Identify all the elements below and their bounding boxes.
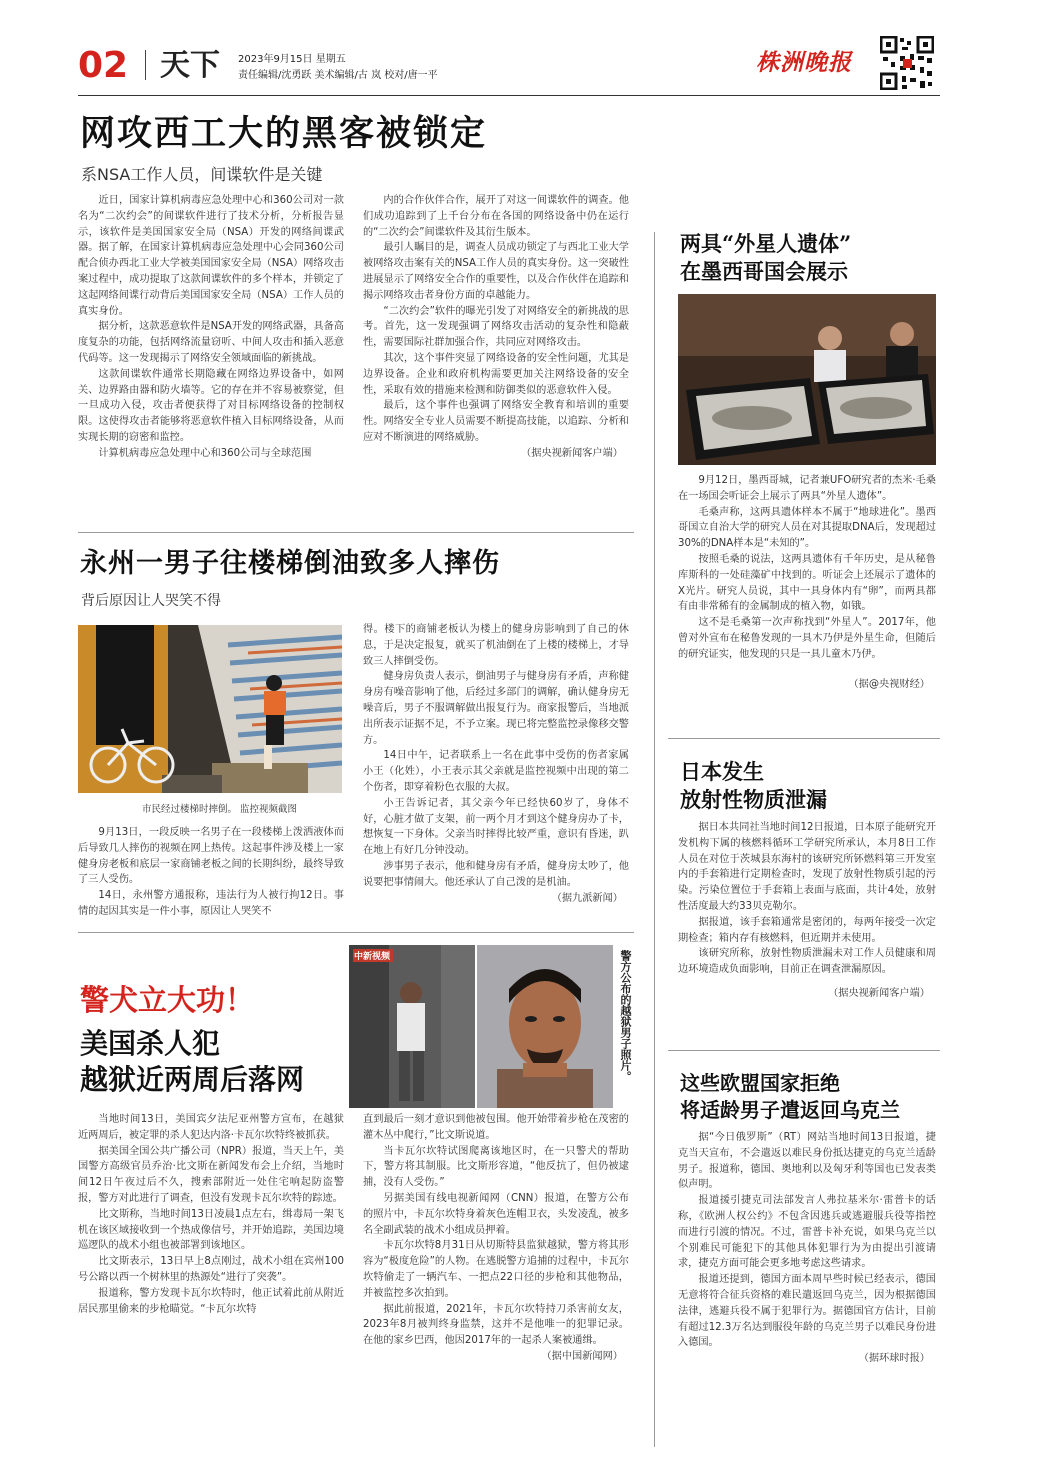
japan-headline-1: 日本发生 bbox=[680, 759, 764, 784]
section-divider bbox=[668, 738, 940, 739]
paragraph: 报道还提到，德国方面本周早些时候已经表示，德国无意将符合征兵资格的难民遣返回乌克兰，因为根据德国法律，逃避兵役不属于犯罪行为。据德国官方估计，目前有超过12.3万名达到服役年龄的乌克兰男子以难民身份进入德国。 bbox=[678, 1274, 936, 1349]
alien-headline-2: 在墨西哥国会展示 bbox=[680, 259, 848, 284]
paragraph: 据此前报道，2021年，卡瓦尔坎特持刀杀害前女友，2023年8月被判终身监禁，这并不是他唯一的犯罪记录。在他的家乡巴西，他因2017年的一起杀人案被通缉。 bbox=[363, 1303, 629, 1347]
police-dog-kicker: 警犬立大功！ bbox=[80, 983, 255, 1017]
paragraph: 据“今日俄罗斯”（RT）网站当地时间13日报道，捷克当天宣布，不会遣返以难民身份抵达捷克的乌克兰适龄男子。报道称，德国、奥地利以及匈牙利等国也已发表类似声明。 bbox=[678, 1132, 936, 1191]
paragraph: 其次，这个事件突显了网络设备的安全性问题，尤其是边界设备。企业和政府机构需要更加关注网络设备的安全性，采取有效的措施来检测和防御类似的恶意软件入侵。 bbox=[363, 352, 629, 396]
source-credit: （据央视新闻客户端） bbox=[521, 447, 623, 459]
hacker-column-2 bbox=[363, 193, 629, 462]
section-name: 天下 bbox=[160, 48, 220, 83]
source-credit: （据九派新闻） bbox=[551, 892, 623, 904]
paragraph: 最后，这个事件也强调了网络安全教育和培训的重要性。网络安全专业人员需要不断提高技能，以追踪、分析和应对不断演进的网络威胁。 bbox=[363, 400, 629, 443]
paragraph: 14日，永州警方通报称，违法行为人被行拘12日。事情的起因其实是一件小事，原因让人哭笑不 bbox=[78, 890, 344, 917]
editors-line: 责任编辑/沈勇跃 美术编辑/古 岚 校对/唐一平 bbox=[238, 70, 438, 81]
hacker-subtitle: 系NSA工作人员，间谍软件是关键 bbox=[81, 165, 323, 184]
paragraph: 计算机病毒应急处理中心和360公司与全球范围 bbox=[98, 447, 312, 459]
paragraph: 这不是毛桑第一次声称找到“外星人”。2017年，他曾对外宣布在秘鲁发现的一具木乃伊是外星生命，但随后的研究证实，他发现的只是一具儿童木乃伊。 bbox=[678, 617, 936, 660]
stairs-cctv-photo bbox=[78, 625, 342, 793]
yongzhou-column-1 bbox=[78, 825, 344, 920]
header-divider bbox=[145, 50, 146, 80]
paragraph: 据美国全国公共广播公司（NPR）报道，当天上午，美国警方高级官员乔治·比文斯在新闻发布会上介绍，当地时间12日午夜过后不久，搜索部附近一处住宅响起防盗警报，警方对此进行了调查，但没有发现卡瓦尔坎特的踪迹。 bbox=[78, 1145, 344, 1204]
header-rule bbox=[78, 95, 940, 96]
paragraph: 14日中午，记者联系上一名在此事中受伤的伤者家属小王（化姓），小王表示其父亲就是监控视频中出现的第二个伤者，即穿着粉色衣服的大叔。 bbox=[363, 750, 629, 793]
paragraph: 小王告诉记者，其父亲今年已经快60岁了，身体不好，心脏才做了支架，前一两个月才到这个健身房办了卡，想恢复一下身体。父亲当时摔得比较严重，意识有昏迷，趴在地上有好几分钟没动。 bbox=[363, 797, 629, 857]
police-dog-column-1 bbox=[78, 1112, 344, 1317]
stairs-photo-caption: 市民经过楼梯时摔倒。 监控视频截图 bbox=[142, 804, 298, 815]
hacker-headline: 网攻西工大的黑客被锁定 bbox=[80, 113, 488, 154]
source-credit: （据央视新闻客户端） bbox=[828, 987, 930, 999]
paragraph: 据日本共同社当地时间12日报道，日本原子能研究开发机构下属的核燃料循环工学研究所承认，本月8日工作人员在对位于茨城县东海村的该研究所钚燃料第三开发室内的手套箱进行定期检查时，发现了放射性物质引起的污染。污染位置位于手套箱上表面与底面，共计4处，放射性活度最大约33贝克勒尔。 bbox=[678, 822, 936, 912]
paragraph: 报道称，警方发现卡瓦尔坎特时，他正试着此前从附近居民那里偷来的步枪瞄觉。“卡瓦尔坎特 bbox=[78, 1287, 344, 1315]
column-divider bbox=[654, 232, 655, 1447]
police-dog-headline-2: 越狱近两周后落网 bbox=[80, 1063, 305, 1096]
japan-body bbox=[678, 820, 936, 1002]
paragraph: 据分析，这款恶意软件是NSA开发的网络武器，具备高度复杂的功能，包括网络流量窃听、中间人攻击和插入恶意代码等。这一发现揭示了网络安全领域面临的新挑战。 bbox=[78, 321, 344, 364]
paragraph: 近日，国家计算机病毒应急处理中心和360公司对一款名为“二次约会”的间谍软件进行了技术分析，分析报告显示，该软件是美国国家安全局（NSA）开发的网络间谍武器。据了解，在国家计算机病毒应急处理中心会同360公司配合侦办西北工业大学被美国国家安全局（NSA）网络攻击案过程中，成功提取了这款间谍软件的多个样本，并锁定了这起网络间谍行动背后美国国家安全局（NSA）工作人员的真实身份。 bbox=[78, 195, 344, 317]
paragraph: 按照毛桑的说法，这两具遗体有千年历史，是从秘鲁库斯科的一处硅藻矿中找到的。听证会上还展示了遗体的X光片。研究人员说，其中一具身体内有“卵”，而两具都有由非常稀有的金属制成的植入物，如锇。 bbox=[678, 553, 936, 613]
source-credit: （据中国新闻网） bbox=[541, 1350, 623, 1362]
paragraph: “二次约会”软件的曝光引发了对网络安全的新挑战的思考。首先，这一发现强调了网络攻击活动的复杂性和隐蔽性，需要国际社群加强合作，共同应对网络攻击。 bbox=[363, 305, 629, 349]
paragraph: 内的合作伙伴合作，展开了对这一间谍软件的调查。他们成功追踪到了上千台分布在各国的网络设备中仍在运行的“二次约会”间谍软件及其衍生版本。 bbox=[363, 195, 629, 238]
paragraph: 涉事男子表示，他和健身房有矛盾，健身房太吵了，他说要把事情闹大。他还承认了自己泼的是机油。 bbox=[363, 860, 629, 888]
section-divider bbox=[78, 932, 634, 933]
paragraph: 该研究所称，放射性物质泄漏未对工作人员健康和周边环境造成负面影响，目前正在调查泄漏原因。 bbox=[678, 948, 936, 976]
paragraph: 这款间谍软件通常长期隐藏在网络边界设备中，如网关、边界路由器和防火墙等。它的存在并不容易被察觉，但一旦成功入侵，攻击者便获得了对目标网络设备的控制权限。这使得攻击者能够将恶意软件植入目标网络设备，从而实现长期的窃密和监控。 bbox=[78, 368, 344, 443]
paragraph: 比文斯称，当地时间13日凌晨1点左右，缉毒局一架飞机在该区域接收到一个热成像信号，并开始追踪，美国边境巡逻队的战术小组也被部署到该地区。 bbox=[78, 1208, 344, 1252]
paragraph: 毛桑声称，这两具遗体样本不属于“地球进化”。墨西哥国立自治大学的研究人员在对其提取DNA后，发现超过30%的DNA样本是“未知的”。 bbox=[678, 506, 936, 550]
paragraph: 比文斯表示，13日早上8点刚过，战术小组在宾州100号公路以西一个树林里的热源处“进行了突袭”。 bbox=[78, 1256, 344, 1283]
paragraph: 直到最后一刻才意识到他被包围。他开始带着步枪在茂密的灌木丛中爬行，”比文斯说道。 bbox=[363, 1114, 629, 1141]
paragraph: 得。楼下的商铺老板认为楼上的健身房影响到了自己的休息，于是决定报复，就买了机油倒在了上楼的楼梯上，才导致三人摔倒受伤。 bbox=[363, 624, 629, 667]
mugshot-photo bbox=[477, 945, 613, 1108]
yongzhou-subtitle: 背后原因让人哭笑不得 bbox=[81, 593, 221, 609]
paragraph: 9月12日，墨西哥城，记者兼UFO研究者的杰米·毛桑在一场国会听证会上展示了两具“外星人遗体”。 bbox=[678, 475, 936, 502]
date-line: 2023年9月15日 星期五 bbox=[238, 54, 346, 65]
police-dog-column-2 bbox=[363, 1112, 629, 1365]
paragraph: 另据美国有线电视新闻网（CNN）报道，在警方公布的照片中，卡瓦尔坎特身着灰色连帽卫衣，头发凌乱，被多名全副武装的战术小组成员押着。 bbox=[363, 1192, 629, 1236]
mugshot-caption: 警方公布的越狱男子照片。 bbox=[619, 950, 632, 1082]
paragraph: 最引人瞩目的是，调查人员成功锁定了与西北工业大学被网络攻击案有关的NSA工作人员的真实身份。这一突破性进展显示了网络安全合作的重要性，以及合作伙伴在追踪和揭示网络攻击者身份方面的卓越能力。 bbox=[363, 242, 629, 301]
paragraph: 报道援引捷克司法部发言人弗拉基米尔·雷普卡的话称，《欧洲人权公约》不包含因逃兵或逃避服兵役等指控而进行引渡的情况。不过，雷普卡补充说，如果乌克兰以个别难民可能犯下的其他具体犯罪行为为由提出引渡请求，捷克方面可能会更多地考虑这些请求。 bbox=[678, 1195, 936, 1270]
source-credit: （据@央视财经） bbox=[848, 678, 930, 690]
alien-body bbox=[678, 473, 936, 692]
yongzhou-column-2 bbox=[363, 622, 629, 906]
alien-headline-1: 两具“外星人遗体” bbox=[680, 231, 852, 256]
newspaper-logo: 株洲晚报 bbox=[756, 49, 852, 76]
police-dog-headline-1: 美国杀人犯 bbox=[80, 1027, 221, 1060]
qr-code-icon bbox=[880, 36, 934, 90]
eu-body bbox=[678, 1130, 936, 1367]
escape-cctv-photo bbox=[349, 945, 475, 1108]
eu-headline-1: 这些欧盟国家拒绝 bbox=[680, 1071, 840, 1095]
page-number: 02 bbox=[78, 45, 129, 86]
video-source-label: 中新视频 bbox=[354, 952, 391, 962]
paragraph: 当地时间13日，美国宾夕法尼亚州警方宣布，在越狱近两周后，被定罪的杀人犯达内洛·卡瓦尔坎特终被抓获。 bbox=[78, 1114, 344, 1141]
japan-headline-2: 放射性物质泄漏 bbox=[680, 787, 827, 812]
paragraph: 健身房负责人表示，倒油男子与健身房有矛盾，声称健身房有噪音影响了他，后经过多部门的调解，确认健身房无噪音后，男子不服调解做出报复行为。商家报警后，当地派出所表示证据不足，不予立案。现已将完整监控录像移交警方。 bbox=[363, 671, 629, 746]
hacker-column-1 bbox=[78, 193, 344, 462]
yongzhou-headline: 永州一男子往楼梯倒油致多人摔伤 bbox=[80, 548, 500, 579]
paragraph: 当卡瓦尔坎特试图爬离该地区时，在一只警犬的帮助下，警方将其制服。比文斯形容道，“他反抗了，但仍被逮捕，没有人受伤。” bbox=[363, 1145, 629, 1189]
paragraph: 卡瓦尔坎特8月31日从切斯特县监狱越狱，警方将其形容为“极度危险”的人物。在逃脱警方追捕的过程中，卡瓦尔坎特偷走了一辆汽车、一把点22口径的步枪和其他物品，并被监控多次拍到。 bbox=[363, 1240, 629, 1299]
paragraph: 9月13日，一段反映一名男子在一段楼梯上泼洒液体而后导致几人摔伤的视频在网上热传。这起事件涉及楼上一家健身房老板和底层一家商铺老板之间的长期纠纷，最终导致了三人受伤。 bbox=[78, 827, 344, 886]
paragraph: 据报道，该手套箱通常是密闭的，每两年接受一次定期检查；箱内存有核燃料，但近期并未使用。 bbox=[678, 916, 936, 944]
section-divider bbox=[668, 1050, 940, 1051]
section-divider bbox=[78, 532, 634, 533]
alien-bodies-photo bbox=[678, 294, 936, 465]
eu-headline-2: 将适龄男子遣返回乌克兰 bbox=[680, 1098, 900, 1122]
source-credit: （据环球时报） bbox=[858, 1353, 930, 1365]
